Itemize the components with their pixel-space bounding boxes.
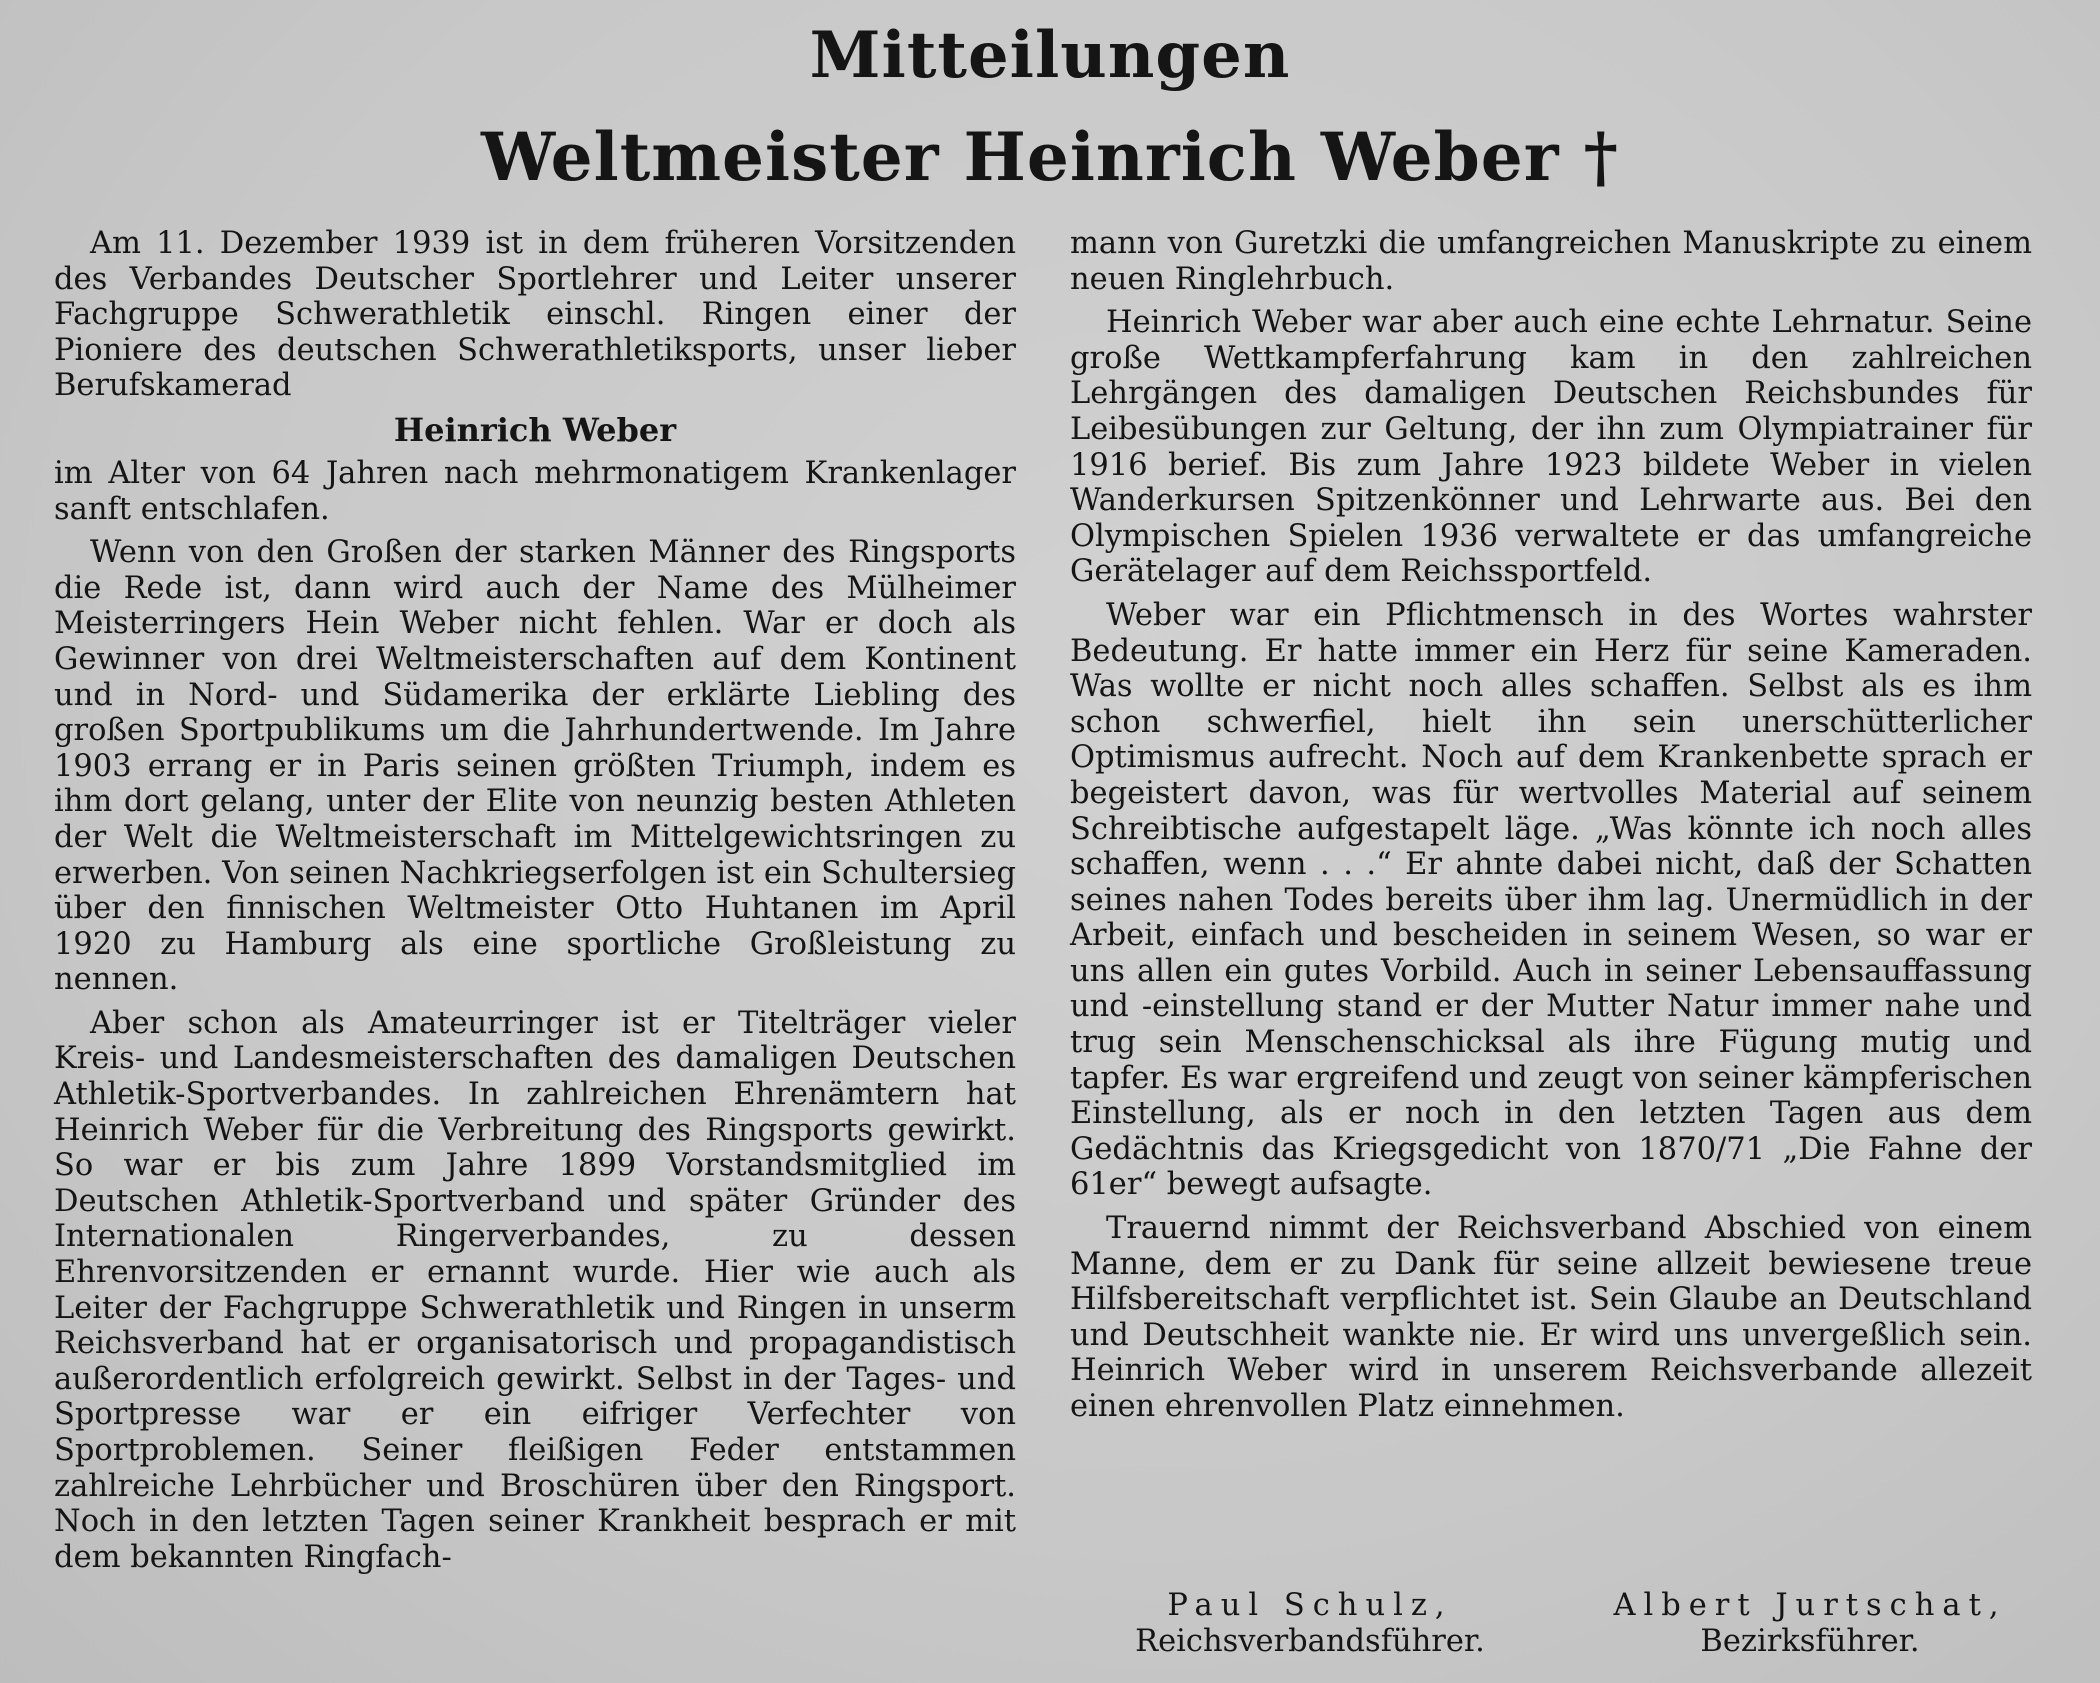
signature-block [1070,1588,2032,1668]
signature-left [1100,1588,1520,1660]
obituary-heading: Weltmeister Heinrich Weber † [480,118,1620,196]
right-column [1070,226,2032,1433]
farewell-paragraph: Trauernd nimmt der Reichsverband Abschied von einem Manne, dem er zu Dank für seine allzeit bewiesene treue Hilfsbereitschaft verpflichtet ist. Sein Glaube an Deutschland und Deutschheit wankte nie. Er wird uns unvergeßlich sein. Heinrich Weber wird in unserem Reichsverbande allezeit einen ehrenvollen Platz einnehmen. [1070,1211,2032,1424]
continuation-paragraph: mann von Guretzki die umfangreichen Manuskripte zu einem neuen Ringlehrbuch. [1070,226,2032,297]
signatory-role: Bezirksführer. [1700,1624,1920,1659]
signatory-name: Albert Jurtschat, [1613,1588,2007,1623]
page-title: Mitteilungen [809,18,1291,93]
deceased-name: Heinrich Weber [393,410,677,449]
intro-paragraph: Am 11. Dezember 1939 ist in dem früheren Vorsitzenden des Verbandes Deutscher Sportlehrer und Leiter unserer Fachgruppe Schwerathletik einschl. Ringen einer der Pioniere des deutschen Schwerathletiksports, unser lieber Berufskamerad [54,226,1016,404]
after-name-paragraph: im Alter von 64 Jahren nach mehrmonatigem Krankenlager sanft entschlafen. [54,455,1016,527]
amateur-paragraph: Aber schon als Amateurringer ist er Titelträger vieler Kreis- und Landesmeisterschaften des damaligen Deutschen Athletik-Sportverbandes. In zahlreichen Ehrenämtern hat Heinrich Weber für die Verbreitung des Ringsports gewirkt. So war er bis zum Jahre 1899 Vorstandsmitglied im Deutschen Athletik-Sportverband und später Gründer des Internationalen Ringerverbandes, zu dessen Ehrenvorsitzenden er ernannt wurde. Hier wie auch als Leiter der Fachgruppe Schwerathletik und Ringen in unserm Reichsverband hat er organisatorisch und propagandistisch außerordentlich erfolgreich gewirkt. Selbst in der Tages- und Sportpresse war er ein eifriger Verfechter von Sportproblemen. Seiner fleißigen Feder entstammen zahlreiche Lehrbücher und Broschüren über den Ringsport. Noch in den letzten Tagen seiner Krankheit besprach er mit dem bekannten Ringfach- [54,1005,1016,1575]
teacher-paragraph: Heinrich Weber war aber auch eine echte Lehrnatur. Seine große Wettkampferfahrung kam in den zahlreichen Lehrgängen des damaligen Deutschen Reichsbundes für Leibesübungen zur Geltung, der ihn zum Olympiatrainer für 1916 berief. Bis zum Jahre 1923 bildete Weber in vielen Wanderkursen Spitzenkönner und Lehrwarte aus. Bei den Olympischen Spielen 1936 verwaltete er das umfangreiche Gerätelager auf dem Reichssportfeld. [1070,305,2032,590]
signature-right [1590,1588,2030,1660]
character-paragraph: Weber war ein Pflichtmensch in des Wortes wahrster Bedeutung. Er hatte immer ein Herz für seine Kameraden. Was wollte er nicht noch alles schaffen. Selbst als es ihm schon schwerfiel, hielt ihn sein unerschütterlicher Optimismus aufrecht. Noch auf dem Krankenbette sprach er begeistert davon, was für wertvolles Material auf seinem Schreibtische aufgestapelt läge. „Was könnte ich noch alles schaffen, wenn . . .“ Er ahnte dabei nicht, daß der Schatten seines nahen Todes bereits über ihm lag. Unermüdlich in der Arbeit, einfach und bescheiden in seinem Wesen, so war er uns allen ein gutes Vorbild. Auch in seiner Lebensauffassung und -einstellung stand er der Mutter Natur immer nahe und trug sein Menschenschicksal als ihre Fügung mutig und tapfer. Es war ergreifend und zeugt von seiner kämpferischen Einstellung, als er noch in den letzten Tagen aus dem Gedächtnis das Kriegsgedicht von 1870/71 „Die Fahne der 61er“ bewegt aufsagte. [1070,597,2032,1203]
signatory-role: Reichsverbandsführer. [1135,1624,1485,1659]
career-paragraph: Wenn von den Großen der starken Männer des Ringsports die Rede ist, dann wird auch der Name des Mülheimer Meisterringers Hein Weber nicht fehlen. War er doch als Gewinner von drei Weltmeisterschaften auf dem Kontinent und in Nord- und Südamerika der erklärte Liebling des großen Sportpublikums um die Jahrhundertwende. Im Jahre 1903 errang er in Paris seinen größten Triumph, indem es ihm dort gelang, unter der Elite von neunzig besten Athleten der Welt die Weltmeisterschaft im Mittelgewichtsringen zu erwerben. Von seinen Nachkriegserfolgen ist ein Schultersieg über den finnischen Weltmeister Otto Huhtanen im April 1920 zu Hamburg als eine sportliche Großleistung zu nennen. [54,535,1016,998]
signatory-name: Paul Schulz, [1167,1588,1453,1623]
left-column [54,226,1016,1583]
